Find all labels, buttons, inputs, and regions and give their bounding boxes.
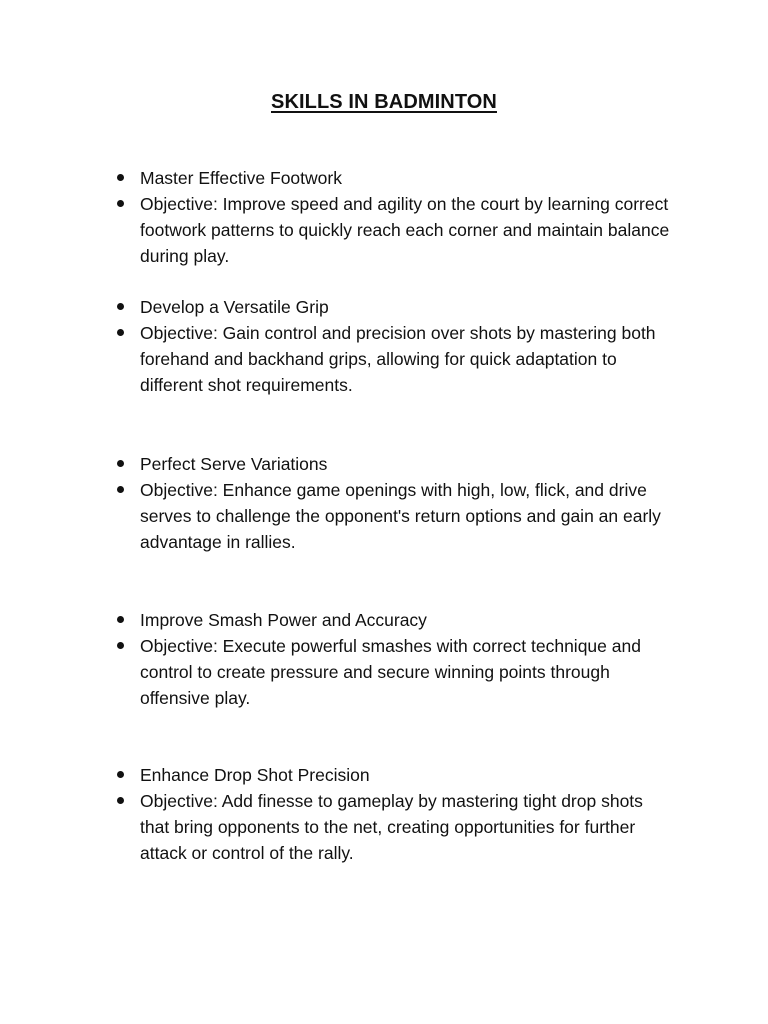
skill-objective: Objective: Enhance game openings with high, low, flick, and drive serves to challenge the opponent's return options and gain an early advantage in rallies. <box>116 477 676 555</box>
skill-heading: Perfect Serve Variations <box>116 451 676 477</box>
skill-objective: Objective: Add finesse to gameplay by mastering tight drop shots that bring opponents to the net, creating opportunities for further attack or control of the rally. <box>116 788 676 866</box>
skill-heading: Improve Smash Power and Accuracy <box>116 607 676 633</box>
skill-objective: Objective: Improve speed and agility on the court by learning correct footwork patterns to quickly reach each corner and maintain balance during play. <box>116 191 676 269</box>
skill-section-drop-shot <box>116 762 676 866</box>
skill-heading: Master Effective Footwork <box>116 165 676 191</box>
skill-objective: Objective: Gain control and precision over shots by mastering both forehand and backhand grips, allowing for quick adaptation to different shot requirements. <box>116 320 676 398</box>
skill-section-serve <box>116 451 676 555</box>
skill-heading: Develop a Versatile Grip <box>116 294 676 320</box>
skill-objective: Objective: Execute powerful smashes with correct technique and control to create pressure and secure winning points through offensive play. <box>116 633 676 711</box>
skill-section-smash <box>116 607 676 711</box>
page-title: SKILLS IN BADMINTON <box>271 91 497 113</box>
skill-section-footwork <box>116 165 676 269</box>
skill-section-grip <box>116 294 676 398</box>
skill-heading: Enhance Drop Shot Precision <box>116 762 676 788</box>
